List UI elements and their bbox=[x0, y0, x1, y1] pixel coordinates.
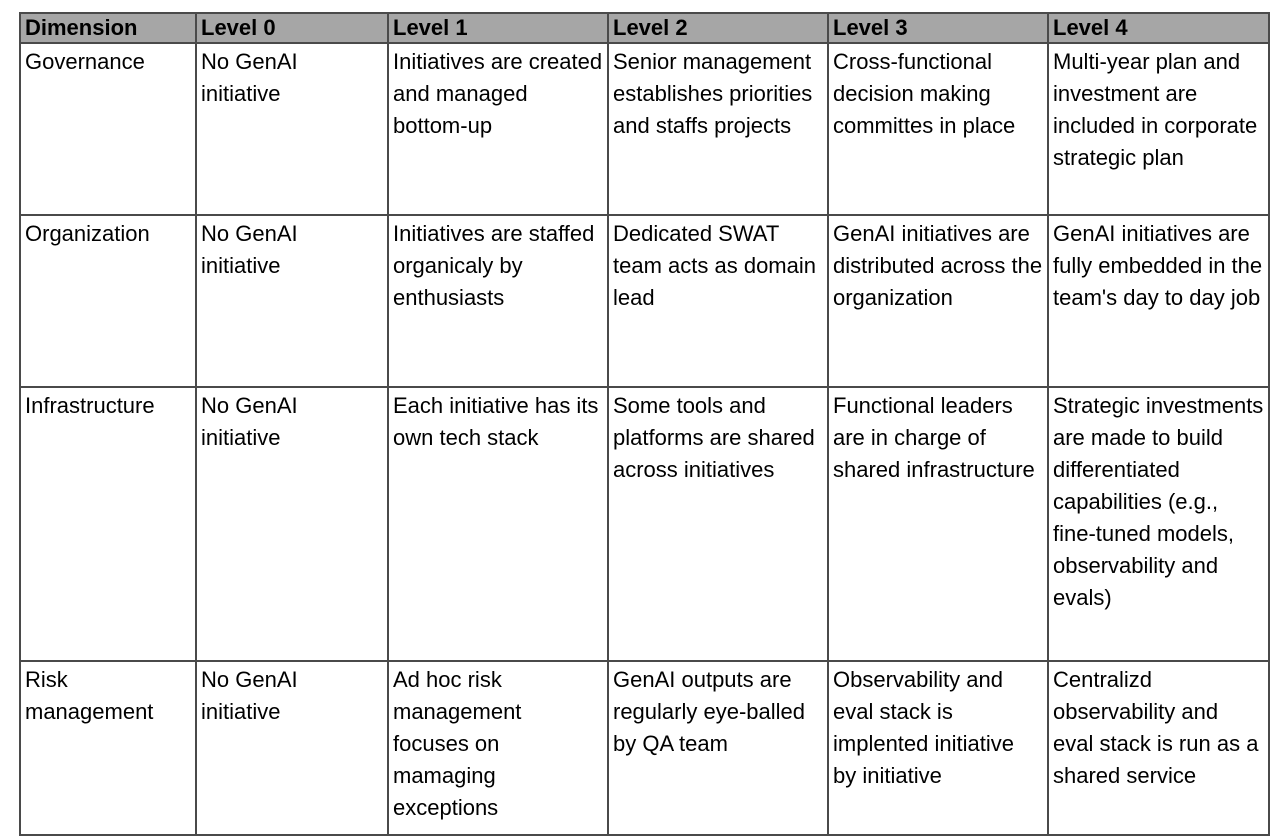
level-1-cell: Each initiative has its own tech stack bbox=[388, 387, 608, 661]
level-0-cell: No GenAI initiative bbox=[196, 43, 388, 215]
dimension-cell: Organization bbox=[20, 215, 196, 387]
level-4-cell: Multi-year plan and investment are included in corporate strategic plan bbox=[1048, 43, 1269, 215]
level-0-cell: No GenAI initiative bbox=[196, 215, 388, 387]
level-4-cell: GenAI initiatives are fully embedded in the team's day to day job bbox=[1048, 215, 1269, 387]
dimension-cell: Governance bbox=[20, 43, 196, 215]
maturity-table bbox=[19, 12, 1270, 836]
header-row bbox=[20, 13, 1269, 43]
table-row-infrastructure bbox=[20, 387, 1269, 661]
dimension-cell: Risk management bbox=[20, 661, 196, 835]
header-level-4: Level 4 bbox=[1048, 13, 1269, 43]
level-4-cell: Strategic investments are made to build differentiated capabilities (e.g., fine-tuned models, observability and evals) bbox=[1048, 387, 1269, 661]
header-level-0: Level 0 bbox=[196, 13, 388, 43]
level-3-cell: Observability and eval stack is implented initiative by initiative bbox=[828, 661, 1048, 835]
dimension-cell: Infrastructure bbox=[20, 387, 196, 661]
header-level-2: Level 2 bbox=[608, 13, 828, 43]
level-1-cell: Initiatives are created and managed bottom-up bbox=[388, 43, 608, 215]
level-3-cell: GenAI initiatives are distributed across the organization bbox=[828, 215, 1048, 387]
level-4-cell: Centralizd observability and eval stack is run as a shared service bbox=[1048, 661, 1269, 835]
level-3-cell: Functional leaders are in charge of shared infrastructure bbox=[828, 387, 1048, 661]
level-1-cell: Initiatives are staffed organicaly by enthusiasts bbox=[388, 215, 608, 387]
level-0-cell: No GenAI initiative bbox=[196, 387, 388, 661]
table-row-governance bbox=[20, 43, 1269, 215]
header-level-1: Level 1 bbox=[388, 13, 608, 43]
level-0-cell: No GenAI initiative bbox=[196, 661, 388, 835]
level-2-cell: Some tools and platforms are shared across initiatives bbox=[608, 387, 828, 661]
table-row-risk-management bbox=[20, 661, 1269, 835]
header-level-3: Level 3 bbox=[828, 13, 1048, 43]
level-1-cell: Ad hoc risk management focuses on mamaging exceptions bbox=[388, 661, 608, 835]
level-3-cell: Cross-functional decision making committes in place bbox=[828, 43, 1048, 215]
level-2-cell: Senior management establishes priorities and staffs projects bbox=[608, 43, 828, 215]
table-row-organization bbox=[20, 215, 1269, 387]
level-2-cell: Dedicated SWAT team acts as domain lead bbox=[608, 215, 828, 387]
header-dimension: Dimension bbox=[20, 13, 196, 43]
level-2-cell: GenAI outputs are regularly eye-balled by QA team bbox=[608, 661, 828, 835]
